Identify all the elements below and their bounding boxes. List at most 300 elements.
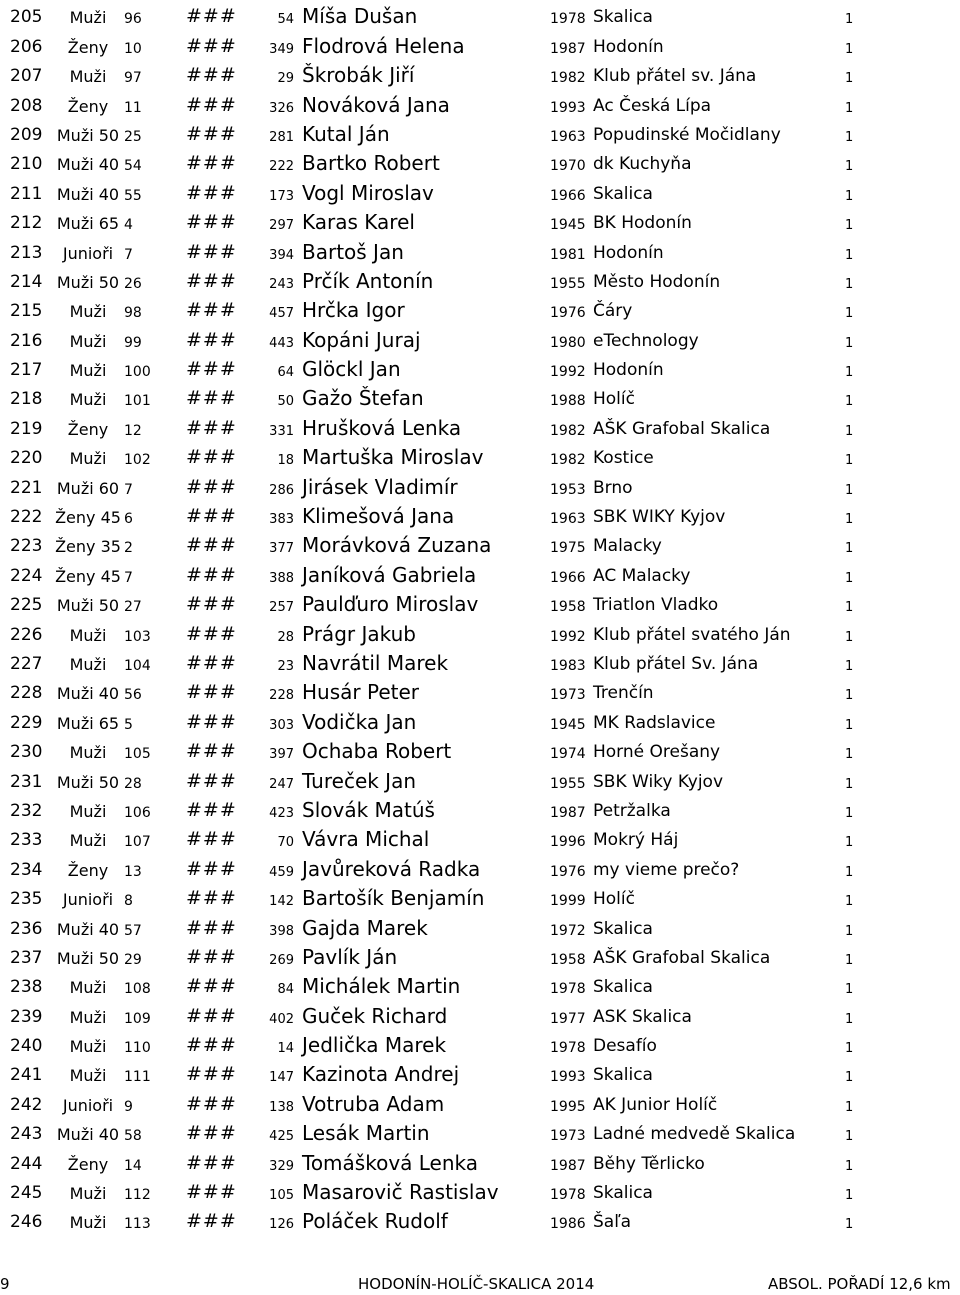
trailing-value: 1	[845, 747, 854, 763]
bib-number: 14	[277, 1041, 294, 1057]
birth-year: 1978	[550, 981, 586, 998]
category-rank: 55	[124, 187, 142, 204]
category: Muži 50	[56, 596, 120, 616]
birth-year: 1958	[550, 599, 586, 616]
category-rank: 97	[124, 70, 142, 87]
category: Ženy 45	[55, 508, 121, 528]
category-rank: 100	[124, 364, 151, 381]
table-row	[0, 529, 960, 558]
runner-name: Glöckl Jan	[302, 357, 401, 382]
bib-number: 349	[269, 41, 294, 57]
overall-rank: 245	[10, 1183, 43, 1204]
overall-rank: 210	[10, 154, 43, 175]
club: Triatlon Vladko	[593, 595, 719, 616]
club: AK Junior Holíč	[593, 1094, 718, 1115]
time: ###	[186, 593, 237, 616]
table-row	[0, 617, 960, 646]
table-row	[0, 29, 960, 58]
club: Skalica	[593, 7, 653, 28]
trailing-value: 1	[845, 629, 854, 645]
club: Skalica	[593, 977, 653, 998]
overall-rank: 235	[10, 889, 43, 910]
birth-year: 1982	[550, 70, 586, 87]
category-rank: 4	[124, 217, 133, 234]
table-row	[0, 176, 960, 205]
category-rank: 28	[124, 775, 142, 792]
time: ###	[186, 1210, 237, 1233]
overall-rank: 222	[10, 507, 43, 528]
club: AŠK Grafobal Skalica	[593, 418, 771, 439]
birth-year: 1988	[550, 393, 586, 410]
category: Muži 40	[56, 1125, 120, 1145]
overall-rank: 239	[10, 1006, 43, 1027]
overall-rank: 233	[10, 830, 43, 851]
runner-name: Bartko Robert	[302, 151, 440, 176]
table-row	[0, 676, 960, 705]
category-rank: 96	[124, 11, 142, 28]
category: Muži	[69, 390, 107, 410]
runner-name: Tureček Jan	[302, 768, 417, 793]
bib-number: 425	[269, 1129, 294, 1145]
runner-name: Vogl Miroslav	[302, 180, 434, 205]
table-row	[0, 353, 960, 382]
birth-year: 1978	[550, 11, 586, 28]
runner-name: Klimešová Jana	[302, 504, 455, 529]
runner-name: Pavlík Ján	[302, 944, 398, 969]
time: ###	[186, 651, 237, 674]
table-row	[0, 59, 960, 88]
category: Muži 50	[56, 772, 120, 792]
birth-year: 1982	[550, 452, 586, 469]
runner-name: Nováková Jana	[302, 92, 450, 117]
birth-year: 1987	[550, 804, 586, 821]
time: ###	[186, 34, 237, 57]
category: Muži	[69, 743, 107, 763]
category: Muži	[69, 67, 107, 87]
birth-year: 1972	[550, 922, 586, 939]
category: Muži 50	[56, 272, 120, 292]
birth-year: 1977	[550, 1010, 586, 1027]
club: my vieme prečo?	[593, 859, 740, 880]
time: ###	[186, 1181, 237, 1204]
birth-year: 1980	[550, 334, 586, 351]
category: Muži 40	[56, 684, 120, 704]
time: ###	[186, 828, 237, 851]
trailing-value: 1	[845, 952, 854, 968]
time: ###	[186, 916, 237, 939]
table-row	[0, 999, 960, 1028]
category-rank: 29	[124, 951, 142, 968]
birth-year: 1983	[550, 657, 586, 674]
bib-number: 394	[269, 247, 294, 263]
table-row	[0, 1146, 960, 1175]
birth-year: 1987	[550, 40, 586, 57]
birth-year: 1978	[550, 1187, 586, 1204]
trailing-value: 1	[845, 247, 854, 263]
table-row	[0, 411, 960, 440]
trailing-value: 1	[845, 365, 854, 381]
category: Muži 50	[56, 948, 120, 968]
runner-name: Vávra Michal	[302, 827, 430, 852]
category: Muži	[69, 1184, 107, 1204]
trailing-value: 1	[845, 159, 854, 175]
bib-number: 423	[269, 805, 294, 821]
category-rank: 110	[124, 1040, 151, 1057]
trailing-value: 1	[845, 894, 854, 910]
table-row	[0, 705, 960, 734]
table-row	[0, 1058, 960, 1087]
club: Klub přátel svatého Ján	[593, 624, 791, 645]
time: ###	[186, 798, 237, 821]
club: Skalica	[593, 1065, 653, 1086]
category: Junioři	[62, 890, 114, 910]
birth-year: 1966	[550, 187, 586, 204]
category: Muži	[69, 801, 107, 821]
runner-name: Prčík Antonín	[302, 268, 434, 293]
club: eTechnology	[593, 330, 699, 351]
trailing-value: 1	[845, 453, 854, 469]
birth-year: 1963	[550, 511, 586, 528]
category-rank: 98	[124, 305, 142, 322]
table-row	[0, 88, 960, 117]
birth-year: 1945	[550, 217, 586, 234]
club: SBK WIKY Kyjov	[593, 507, 726, 528]
trailing-value: 1	[845, 923, 854, 939]
category-rank: 58	[124, 1128, 142, 1145]
runner-name: Lesák Martin	[302, 1121, 430, 1146]
trailing-value: 1	[845, 1217, 854, 1233]
trailing-value: 1	[845, 1129, 854, 1145]
runner-name: Hrčka Igor	[302, 298, 405, 323]
club: Ac Česká Lípa	[593, 95, 712, 116]
overall-rank: 219	[10, 418, 43, 439]
category: Muži	[69, 625, 107, 645]
runner-name: Gajda Marek	[302, 915, 428, 940]
category-rank: 5	[124, 716, 133, 733]
overall-rank: 226	[10, 624, 43, 645]
table-row	[0, 558, 960, 587]
trailing-value: 1	[845, 864, 854, 880]
category: Muži 60	[56, 478, 120, 498]
category-rank: 56	[124, 687, 142, 704]
runner-name: Ochaba Robert	[302, 739, 452, 764]
birth-year: 1999	[550, 893, 586, 910]
category: Muži 40	[56, 155, 120, 175]
club: Desafío	[593, 1036, 657, 1057]
category: Muži 40	[56, 184, 120, 204]
runner-name: Guček Richard	[302, 1003, 448, 1028]
table-row	[0, 1176, 960, 1205]
category-rank: 26	[124, 275, 142, 292]
category-rank: 107	[124, 834, 151, 851]
time: ###	[186, 387, 237, 410]
event-title: HODONÍN-HOLÍČ-SKALICA 2014	[358, 1275, 595, 1293]
club: AC Malacky	[593, 565, 691, 586]
runner-name: Bartoš Jan	[302, 239, 404, 264]
runner-name: Bartošík Benjamín	[302, 886, 485, 911]
overall-rank: 232	[10, 800, 43, 821]
table-row	[0, 735, 960, 764]
overall-rank: 236	[10, 918, 43, 939]
overall-rank: 214	[10, 271, 43, 292]
club: Hodonín	[593, 36, 664, 57]
runner-name: Martuška Miroslav	[302, 445, 484, 470]
birth-year: 1953	[550, 481, 586, 498]
club: Malacky	[593, 536, 662, 557]
time: ###	[186, 152, 237, 175]
category-rank: 112	[124, 1187, 151, 1204]
table-row	[0, 294, 960, 323]
time: ###	[186, 857, 237, 880]
table-row	[0, 764, 960, 793]
category-rank: 99	[124, 334, 142, 351]
birth-year: 1955	[550, 275, 586, 292]
runner-name: Gažo Štefan	[302, 386, 424, 411]
bib-number: 247	[269, 776, 294, 792]
runner-name: Paulďuro Miroslav	[302, 592, 479, 617]
time: ###	[186, 681, 237, 704]
category-rank: 7	[124, 569, 133, 586]
table-row	[0, 1205, 960, 1234]
trailing-value: 1	[845, 1011, 854, 1027]
category: Muži 65	[56, 214, 120, 234]
category-rank: 103	[124, 628, 151, 645]
table-row	[0, 794, 960, 823]
table-row	[0, 941, 960, 970]
category-rank: 27	[124, 599, 142, 616]
club: Mokrý Háj	[593, 830, 679, 851]
trailing-value: 1	[845, 482, 854, 498]
overall-rank: 225	[10, 595, 43, 616]
category-rank: 101	[124, 393, 151, 410]
table-row	[0, 1029, 960, 1058]
birth-year: 1958	[550, 951, 586, 968]
birth-year: 1945	[550, 716, 586, 733]
trailing-value: 1	[845, 129, 854, 145]
runner-name: Slovák Matúš	[302, 797, 435, 822]
time: ###	[186, 269, 237, 292]
table-row	[0, 441, 960, 470]
club: BK Hodonín	[593, 213, 692, 234]
trailing-value: 1	[845, 1041, 854, 1057]
trailing-value: 1	[845, 541, 854, 557]
runner-name: Tomášková Lenka	[302, 1150, 479, 1175]
category-rank: 13	[124, 863, 142, 880]
bib-number: 142	[269, 894, 294, 910]
category: Muži	[69, 361, 107, 381]
club: Šaľa	[593, 1212, 632, 1233]
bib-number: 459	[269, 864, 294, 880]
club: Běhy Těrlicko	[593, 1153, 705, 1174]
birth-year: 1986	[550, 1216, 586, 1233]
club: ASK Skalica	[593, 1006, 692, 1027]
bib-number: 243	[269, 276, 294, 292]
trailing-value: 1	[845, 570, 854, 586]
time: ###	[186, 1063, 237, 1086]
overall-rank: 221	[10, 477, 43, 498]
category: Ženy	[67, 96, 109, 116]
birth-year: 1973	[550, 1128, 586, 1145]
birth-year: 1966	[550, 569, 586, 586]
overall-rank: 243	[10, 1124, 43, 1145]
club: Město Hodonín	[593, 271, 721, 292]
birth-year: 1993	[550, 1069, 586, 1086]
category-rank: 104	[124, 657, 151, 674]
table-row	[0, 970, 960, 999]
time: ###	[186, 122, 237, 145]
bib-number: 303	[269, 717, 294, 733]
bib-number: 173	[269, 188, 294, 204]
club: SBK Wiky Kyjov	[593, 771, 724, 792]
bib-number: 377	[269, 541, 294, 557]
overall-rank: 246	[10, 1212, 43, 1233]
runner-name: Masarovič Rastislav	[302, 1180, 499, 1205]
time: ###	[186, 945, 237, 968]
overall-rank: 240	[10, 1036, 43, 1057]
time: ###	[186, 769, 237, 792]
runner-name: Michálek Martin	[302, 974, 461, 999]
bib-number: 398	[269, 923, 294, 939]
category: Ženy 35	[55, 537, 121, 557]
category: Ženy	[67, 1154, 109, 1174]
trailing-value: 1	[845, 717, 854, 733]
overall-rank: 229	[10, 712, 43, 733]
club: Hodonín	[593, 242, 664, 263]
time: ###	[186, 416, 237, 439]
bib-number: 64	[277, 365, 294, 381]
time: ###	[186, 975, 237, 998]
overall-rank: 220	[10, 448, 43, 469]
category-rank: 9	[124, 1098, 133, 1115]
overall-rank: 211	[10, 183, 43, 204]
bib-number: 297	[269, 218, 294, 234]
category-rank: 25	[124, 128, 142, 145]
category: Muži	[69, 302, 107, 322]
table-row	[0, 265, 960, 294]
category-rank: 54	[124, 158, 142, 175]
category-rank: 105	[124, 746, 151, 763]
overall-rank: 231	[10, 771, 43, 792]
category: Muži	[69, 331, 107, 351]
time: ###	[186, 534, 237, 557]
overall-rank: 205	[10, 7, 43, 28]
time: ###	[186, 93, 237, 116]
trailing-value: 1	[845, 71, 854, 87]
time: ###	[186, 710, 237, 733]
runner-name: Karas Karel	[302, 210, 415, 235]
trailing-value: 1	[845, 276, 854, 292]
bib-number: 126	[269, 1217, 294, 1233]
birth-year: 1975	[550, 540, 586, 557]
time: ###	[186, 1122, 237, 1145]
bib-number: 457	[269, 306, 294, 322]
runner-name: Jirásek Vladimír	[302, 474, 458, 499]
time: ###	[186, 622, 237, 645]
category: Ženy	[67, 37, 109, 57]
bib-number: 29	[277, 71, 294, 87]
bib-number: 397	[269, 747, 294, 763]
table-row	[0, 911, 960, 940]
trailing-value: 1	[845, 100, 854, 116]
birth-year: 1963	[550, 128, 586, 145]
overall-rank: 241	[10, 1065, 43, 1086]
results-description: ABSOL. POŘADÍ 12,6 km	[768, 1275, 951, 1293]
bib-number: 257	[269, 600, 294, 616]
category: Muži	[69, 8, 107, 28]
category-rank: 2	[124, 540, 133, 557]
bib-number: 269	[269, 952, 294, 968]
birth-year: 1973	[550, 687, 586, 704]
category: Muži	[69, 1213, 107, 1233]
club: Ladné medvedě Skalica	[593, 1124, 796, 1145]
category-rank: 6	[124, 511, 133, 528]
overall-rank: 206	[10, 36, 43, 57]
category: Muži	[69, 654, 107, 674]
club: Holíč	[593, 889, 635, 910]
overall-rank: 228	[10, 683, 43, 704]
overall-rank: 227	[10, 653, 43, 674]
time: ###	[186, 475, 237, 498]
runner-name: Kazinota Andrej	[302, 1062, 460, 1087]
category: Muži	[69, 449, 107, 469]
table-row	[0, 500, 960, 529]
bib-number: 105	[269, 1188, 294, 1204]
category-rank: 8	[124, 893, 133, 910]
club: Horné Orešany	[593, 742, 721, 763]
overall-rank: 216	[10, 330, 43, 351]
trailing-value: 1	[845, 600, 854, 616]
category-rank: 12	[124, 422, 142, 439]
club: Klub přátel sv. Jána	[593, 66, 757, 87]
table-row	[0, 235, 960, 264]
category-rank: 102	[124, 452, 151, 469]
category-rank: 11	[124, 99, 142, 116]
table-row	[0, 647, 960, 676]
birth-year: 1992	[550, 628, 586, 645]
trailing-value: 1	[845, 335, 854, 351]
trailing-value: 1	[845, 982, 854, 998]
category: Muži	[69, 1007, 107, 1027]
table-row	[0, 852, 960, 881]
overall-rank: 209	[10, 124, 43, 145]
table-row	[0, 823, 960, 852]
category-rank: 111	[124, 1069, 151, 1086]
overall-rank: 224	[10, 565, 43, 586]
club: dk Kuchyňa	[593, 154, 692, 175]
birth-year: 1992	[550, 364, 586, 381]
bib-number: 228	[269, 688, 294, 704]
category-rank: 109	[124, 1010, 151, 1027]
bib-number: 138	[269, 1099, 294, 1115]
page-number: 9	[0, 1275, 10, 1293]
trailing-value: 1	[845, 658, 854, 674]
club: MK Radslavice	[593, 712, 716, 733]
overall-rank: 244	[10, 1153, 43, 1174]
category: Muži	[69, 831, 107, 851]
category-rank: 106	[124, 804, 151, 821]
runner-name: Navrátil Marek	[302, 650, 449, 675]
table-row	[0, 470, 960, 499]
birth-year: 1976	[550, 305, 586, 322]
category: Junioři	[62, 1095, 114, 1115]
category: Muži 65	[56, 713, 120, 733]
bib-number: 28	[277, 629, 294, 645]
bib-number: 70	[277, 835, 294, 851]
table-row	[0, 1087, 960, 1116]
bib-number: 443	[269, 335, 294, 351]
trailing-value: 1	[845, 306, 854, 322]
club: Hodonín	[593, 360, 664, 381]
